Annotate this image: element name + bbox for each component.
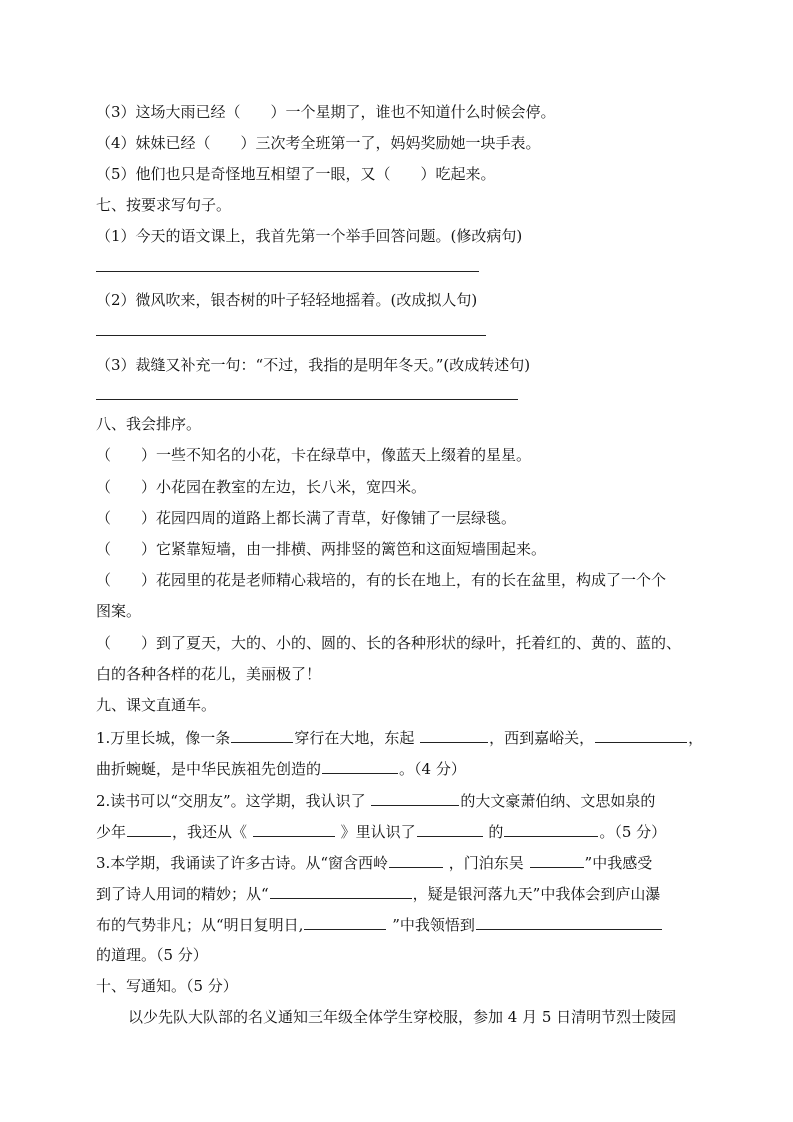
blank[interactable] [231,726,293,743]
s8-heading: 八、我会排序。 [96,415,202,433]
s6-q4: （4）妹妹已经（ ）三次考全班第一了，妈妈奖励她一块手表。 [96,134,541,152]
blank[interactable] [371,789,459,806]
s8-item-5: （ ）花园里的花是老师精心栽培的，有的长在地上，有的长在盆里，构成了一个个 [96,571,667,589]
s8-item-6: （ ）到了夏天，大的、小的、圆的、长的各种形状的绿叶，托着红的、黄的、蓝的、 [96,634,682,652]
s9-line-6: 到了诗人用词的精妙；从“ ，疑是银河落九天”中我体会到庐山瀑 [96,882,660,904]
s8-item-6-cont: 白的各种各样的花儿，美丽极了！ [96,665,322,683]
blank[interactable] [127,820,171,837]
s8-item-1: （ ）一些不知名的小花，卡在绿草中，像蓝天上缀着的星星。 [96,446,532,464]
blank[interactable] [304,913,386,930]
s6-q3: （3）这场大雨已经（ ）一个星期了，谁也不知道什么时候会停。 [96,103,556,121]
s7-answer-line-2[interactable] [96,335,486,336]
s8-item-2: （ ）小花园在教室的左边，长八米，宽四米。 [96,478,427,496]
s9-line-1: 1.万里长城，像一条 穿行在大地，东起 ，西到嘉峪关， ， [96,726,703,748]
s9-line-5: 3.本学期，我诵读了许多古诗。从“窗含西岭 ，门泊东吴 ”中我感受 [96,851,652,873]
s10-heading: 十、写通知。（5 分） [96,977,238,995]
blank[interactable] [270,882,412,899]
blank[interactable] [389,851,443,868]
s9-line-3: 2.读书可以“交朋友”。这学期，我认识了 的大文豪萧伯纳、文思如泉的 [96,789,655,811]
s7-answer-line-1[interactable] [96,271,479,272]
blank[interactable] [504,820,598,837]
s7-q2: （2）微风吹来，银杏树的叶子轻轻地摇着。(改成拟人句) [96,291,478,309]
blank[interactable] [253,820,335,837]
s7-answer-line-3[interactable] [96,399,518,400]
s6-q5: （5）他们也只是奇怪地互相望了一眼，又（ ）吃起来。 [96,165,496,183]
s7-heading: 七、按要求写句子。 [96,196,232,214]
s8-item-3: （ ）花园四周的道路上都长满了青草，好像铺了一层绿毯。 [96,509,517,527]
blank[interactable] [322,757,398,774]
s8-item-5-cont: 图案。 [96,602,142,620]
s9-line-4: 少年 ，我还从《 》里认识了 的 。（5 分） [96,820,666,842]
s10-paragraph: 以少先队大队部的名义通知三年级全体学生穿校服，参加 4 月 5 日清明节烈士陵园 [128,1008,677,1026]
s9-line-2: 曲折蜿蜒，是中华民族祖先创造的 。（4 分） [96,757,466,779]
s9-heading: 九、课文直通车。 [96,696,217,714]
s7-q1: （1）今天的语文课上，我首先第一个举手回答问题。(修改病句) [96,227,523,245]
blank[interactable] [530,851,584,868]
blank[interactable] [595,726,687,743]
s9-line-7: 布的气势非凡；从“明日复明日, ”中我领悟到 [96,913,663,935]
blank[interactable] [417,820,483,837]
blank[interactable] [420,726,488,743]
s7-q3: （3）裁缝又补充一句：“不过，我指的是明年冬天。”(改成转述句) [96,356,531,374]
s8-item-4: （ ）它紧靠短墙，由一排横、两排竖的篱笆和这面短墙围起来。 [96,540,547,558]
blank[interactable] [476,913,662,930]
s9-line-8: 的道理。（5 分） [96,946,208,964]
